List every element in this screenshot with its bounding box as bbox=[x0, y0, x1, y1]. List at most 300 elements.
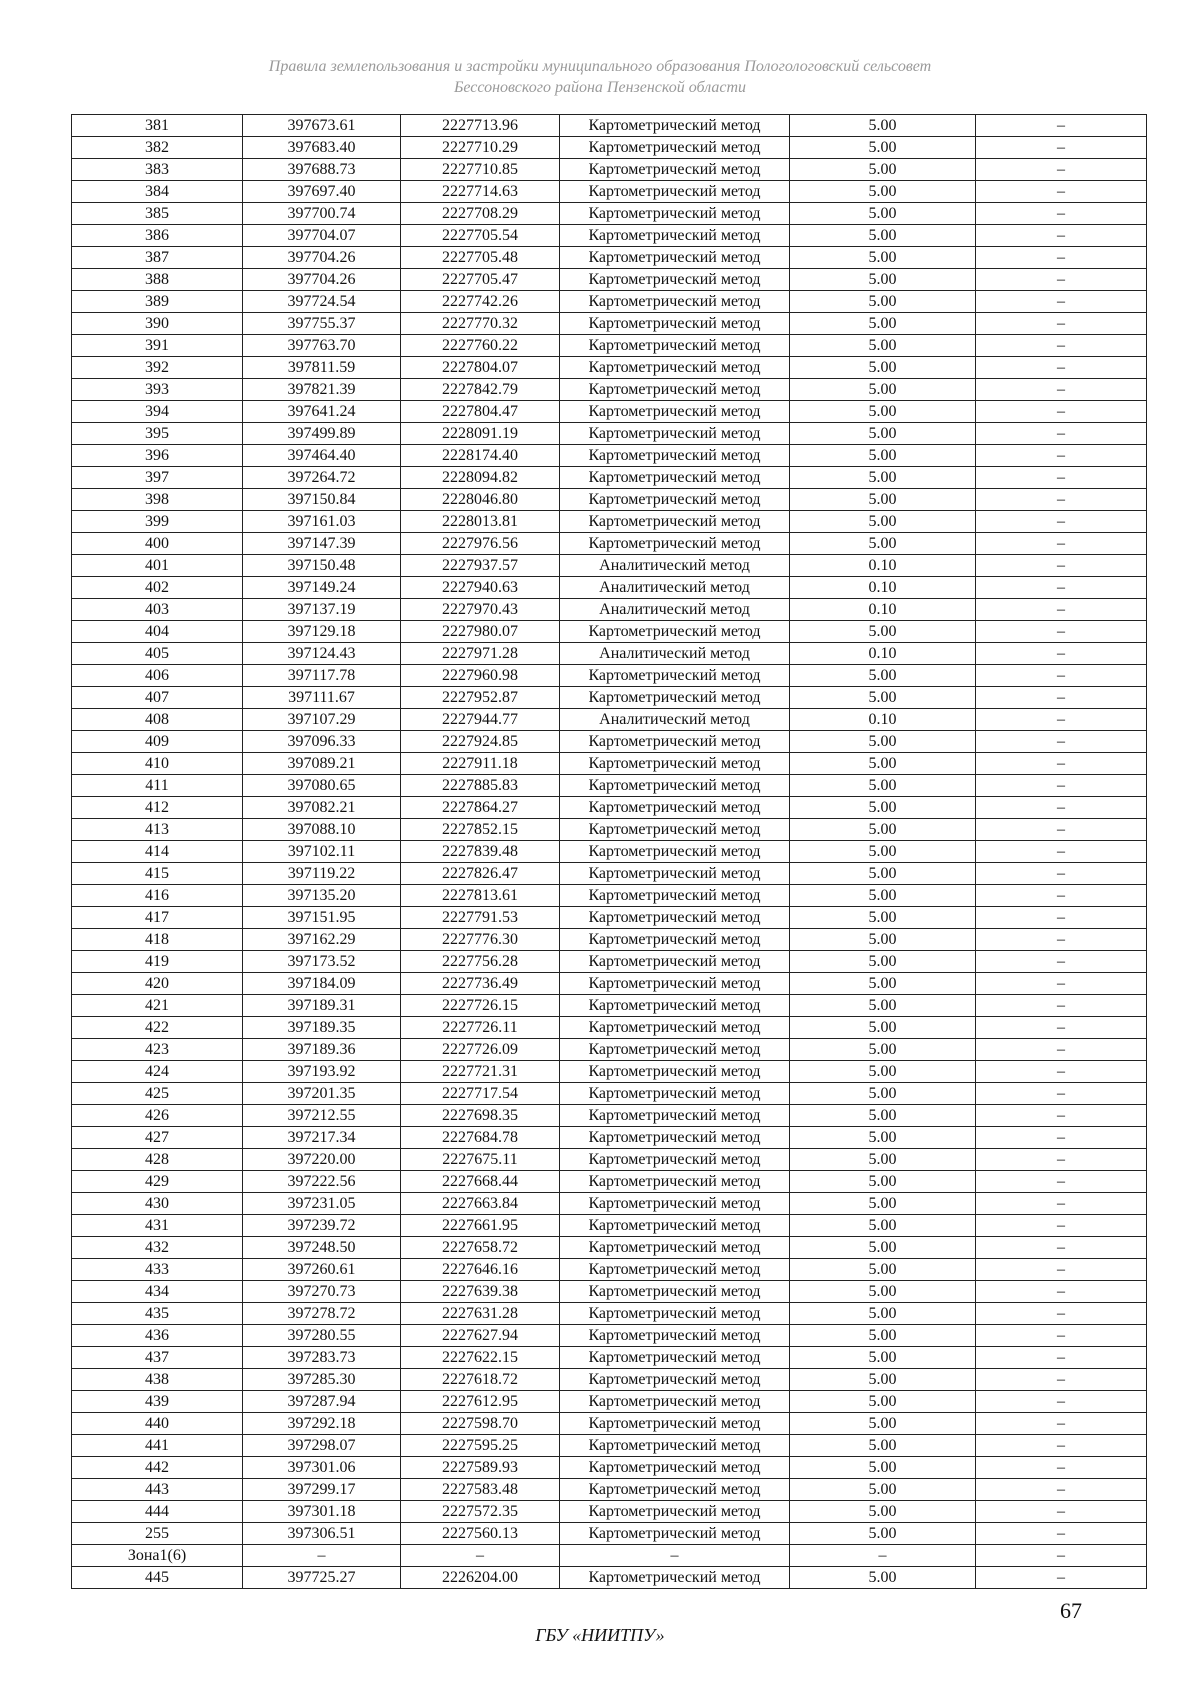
method-cell: Картометрический метод bbox=[560, 1193, 790, 1215]
method-cell: Картометрический метод bbox=[560, 379, 790, 401]
description-cell: – bbox=[976, 995, 1147, 1017]
description-cell: – bbox=[976, 159, 1147, 181]
point-number-cell: 431 bbox=[72, 1215, 243, 1237]
description-cell: – bbox=[976, 225, 1147, 247]
accuracy-cell: 5.00 bbox=[790, 533, 976, 555]
x-coordinate-cell: 397264.72 bbox=[243, 467, 401, 489]
table-row bbox=[72, 841, 1147, 863]
method-cell: Картометрический метод bbox=[560, 1083, 790, 1105]
table-row bbox=[72, 1435, 1147, 1457]
y-coordinate-cell: 2227646.16 bbox=[401, 1259, 560, 1281]
point-number-cell: 426 bbox=[72, 1105, 243, 1127]
table-row bbox=[72, 291, 1147, 313]
method-cell: Картометрический метод bbox=[560, 159, 790, 181]
y-coordinate-cell: 2227705.54 bbox=[401, 225, 560, 247]
y-coordinate-cell: 2228091.19 bbox=[401, 423, 560, 445]
y-coordinate-cell: 2227713.96 bbox=[401, 115, 560, 137]
point-number-cell: 405 bbox=[72, 643, 243, 665]
y-coordinate-cell: 2227572.35 bbox=[401, 1501, 560, 1523]
method-cell: Картометрический метод bbox=[560, 797, 790, 819]
y-coordinate-cell: 2227684.78 bbox=[401, 1127, 560, 1149]
point-number-cell: 400 bbox=[72, 533, 243, 555]
x-coordinate-cell: 397102.11 bbox=[243, 841, 401, 863]
point-number-cell: 436 bbox=[72, 1325, 243, 1347]
description-cell: – bbox=[976, 775, 1147, 797]
point-number-cell: 442 bbox=[72, 1457, 243, 1479]
point-number-cell: 440 bbox=[72, 1413, 243, 1435]
y-coordinate-cell: 2227804.47 bbox=[401, 401, 560, 423]
method-cell: Картометрический метод bbox=[560, 1325, 790, 1347]
point-number-cell: 391 bbox=[72, 335, 243, 357]
description-cell: – bbox=[976, 335, 1147, 357]
point-number-cell: 444 bbox=[72, 1501, 243, 1523]
accuracy-cell: 5.00 bbox=[790, 1413, 976, 1435]
description-cell: – bbox=[976, 907, 1147, 929]
table-row bbox=[72, 489, 1147, 511]
y-coordinate-cell: 2227708.29 bbox=[401, 203, 560, 225]
description-cell: – bbox=[976, 1017, 1147, 1039]
point-number-cell: 415 bbox=[72, 863, 243, 885]
point-number-cell: 443 bbox=[72, 1479, 243, 1501]
x-coordinate-cell: 397217.34 bbox=[243, 1127, 401, 1149]
table-row bbox=[72, 137, 1147, 159]
x-coordinate-cell: 397306.51 bbox=[243, 1523, 401, 1545]
accuracy-cell: 5.00 bbox=[790, 445, 976, 467]
x-coordinate-cell: 397704.26 bbox=[243, 247, 401, 269]
table-row bbox=[72, 1017, 1147, 1039]
y-coordinate-cell: 2228174.40 bbox=[401, 445, 560, 467]
point-number-cell: 388 bbox=[72, 269, 243, 291]
accuracy-cell: 0.10 bbox=[790, 599, 976, 621]
description-cell: – bbox=[976, 885, 1147, 907]
accuracy-cell: 5.00 bbox=[790, 1479, 976, 1501]
method-cell: Картометрический метод bbox=[560, 423, 790, 445]
page-number: 67 bbox=[1060, 1598, 1082, 1623]
point-number-cell: 424 bbox=[72, 1061, 243, 1083]
x-coordinate-cell: 397683.40 bbox=[243, 137, 401, 159]
x-coordinate-cell: 397725.27 bbox=[243, 1567, 401, 1589]
method-cell: Картометрический метод bbox=[560, 665, 790, 687]
table-row bbox=[72, 863, 1147, 885]
point-number-cell: 420 bbox=[72, 973, 243, 995]
point-number-cell: 382 bbox=[72, 137, 243, 159]
point-number-cell: 425 bbox=[72, 1083, 243, 1105]
y-coordinate-cell: 2227952.87 bbox=[401, 687, 560, 709]
method-cell: Картометрический метод bbox=[560, 995, 790, 1017]
point-number-cell: 435 bbox=[72, 1303, 243, 1325]
point-number-cell: 386 bbox=[72, 225, 243, 247]
point-number-cell: 437 bbox=[72, 1347, 243, 1369]
method-cell: Картометрический метод bbox=[560, 137, 790, 159]
point-number-cell: 427 bbox=[72, 1127, 243, 1149]
accuracy-cell: 5.00 bbox=[790, 291, 976, 313]
accuracy-cell: 5.00 bbox=[790, 731, 976, 753]
description-cell: – bbox=[976, 863, 1147, 885]
method-cell: Картометрический метод bbox=[560, 951, 790, 973]
y-coordinate-cell: 2227770.32 bbox=[401, 313, 560, 335]
table-row bbox=[72, 1171, 1147, 1193]
y-coordinate-cell: 2227661.95 bbox=[401, 1215, 560, 1237]
description-cell: – bbox=[976, 1259, 1147, 1281]
table-row bbox=[72, 1347, 1147, 1369]
accuracy-cell: 5.00 bbox=[790, 1039, 976, 1061]
accuracy-cell: 5.00 bbox=[790, 1501, 976, 1523]
x-coordinate-cell: 397499.89 bbox=[243, 423, 401, 445]
x-coordinate-cell: 397641.24 bbox=[243, 401, 401, 423]
accuracy-cell: 5.00 bbox=[790, 1193, 976, 1215]
table-row bbox=[72, 247, 1147, 269]
point-number-cell: 414 bbox=[72, 841, 243, 863]
method-cell: Картометрический метод bbox=[560, 1281, 790, 1303]
y-coordinate-cell: 2227710.85 bbox=[401, 159, 560, 181]
y-coordinate-cell: 2227631.28 bbox=[401, 1303, 560, 1325]
y-coordinate-cell: 2227698.35 bbox=[401, 1105, 560, 1127]
point-number-cell: 397 bbox=[72, 467, 243, 489]
x-coordinate-cell: 397301.06 bbox=[243, 1457, 401, 1479]
method-cell: Картометрический метод bbox=[560, 225, 790, 247]
description-cell: – bbox=[976, 1479, 1147, 1501]
x-coordinate-cell: 397201.35 bbox=[243, 1083, 401, 1105]
table-row bbox=[72, 709, 1147, 731]
accuracy-cell: 5.00 bbox=[790, 1281, 976, 1303]
y-coordinate-cell: 2227598.70 bbox=[401, 1413, 560, 1435]
method-cell: Картометрический метод bbox=[560, 1369, 790, 1391]
accuracy-cell: 5.00 bbox=[790, 159, 976, 181]
table-row bbox=[72, 555, 1147, 577]
description-cell: – bbox=[976, 1083, 1147, 1105]
y-coordinate-cell: 2226204.00 bbox=[401, 1567, 560, 1589]
accuracy-cell: 5.00 bbox=[790, 489, 976, 511]
point-number-cell: 393 bbox=[72, 379, 243, 401]
y-coordinate-cell: 2227714.63 bbox=[401, 181, 560, 203]
table-row bbox=[72, 203, 1147, 225]
table-row bbox=[72, 1083, 1147, 1105]
point-number-cell: 404 bbox=[72, 621, 243, 643]
description-cell: – bbox=[976, 269, 1147, 291]
x-coordinate-cell: 397755.37 bbox=[243, 313, 401, 335]
y-coordinate-cell: 2228013.81 bbox=[401, 511, 560, 533]
method-cell: Картометрический метод bbox=[560, 1105, 790, 1127]
description-cell: – bbox=[976, 731, 1147, 753]
accuracy-cell: 5.00 bbox=[790, 621, 976, 643]
x-coordinate-cell: 397239.72 bbox=[243, 1215, 401, 1237]
method-cell: Картометрический метод bbox=[560, 1039, 790, 1061]
description-cell: – bbox=[976, 379, 1147, 401]
point-number-cell: 428 bbox=[72, 1149, 243, 1171]
accuracy-cell: 5.00 bbox=[790, 181, 976, 203]
accuracy-cell: 5.00 bbox=[790, 115, 976, 137]
point-number-cell: 401 bbox=[72, 555, 243, 577]
description-cell: – bbox=[976, 643, 1147, 665]
header-line-2: Бессоновского района Пензенской области bbox=[453, 79, 747, 96]
point-number-cell: 381 bbox=[72, 115, 243, 137]
description-cell: – bbox=[976, 1369, 1147, 1391]
x-coordinate-cell: 397673.61 bbox=[243, 115, 401, 137]
x-coordinate-cell: 397117.78 bbox=[243, 665, 401, 687]
y-coordinate-cell: 2227839.48 bbox=[401, 841, 560, 863]
y-coordinate-cell: 2227970.43 bbox=[401, 599, 560, 621]
x-coordinate-cell: 397161.03 bbox=[243, 511, 401, 533]
description-cell: – bbox=[976, 1039, 1147, 1061]
table-row bbox=[72, 819, 1147, 841]
method-cell: Картометрический метод bbox=[560, 1479, 790, 1501]
accuracy-cell: 5.00 bbox=[790, 467, 976, 489]
method-cell: Аналитический метод bbox=[560, 555, 790, 577]
accuracy-cell: 5.00 bbox=[790, 951, 976, 973]
method-cell: Картометрический метод bbox=[560, 621, 790, 643]
table-row bbox=[72, 1039, 1147, 1061]
description-cell: – bbox=[976, 511, 1147, 533]
y-coordinate-cell: 2227726.09 bbox=[401, 1039, 560, 1061]
accuracy-cell: 5.00 bbox=[790, 753, 976, 775]
y-coordinate-cell: – bbox=[401, 1545, 560, 1567]
method-cell: Картометрический метод bbox=[560, 1435, 790, 1457]
y-coordinate-cell: 2227852.15 bbox=[401, 819, 560, 841]
x-coordinate-cell: 397119.22 bbox=[243, 863, 401, 885]
point-number-cell: 394 bbox=[72, 401, 243, 423]
y-coordinate-cell: 2227612.95 bbox=[401, 1391, 560, 1413]
x-coordinate-cell: 397222.56 bbox=[243, 1171, 401, 1193]
point-number-cell: 434 bbox=[72, 1281, 243, 1303]
y-coordinate-cell: 2227976.56 bbox=[401, 533, 560, 555]
method-cell: Картометрический метод bbox=[560, 1149, 790, 1171]
method-cell: Картометрический метод bbox=[560, 1391, 790, 1413]
description-cell: – bbox=[976, 1391, 1147, 1413]
method-cell: Картометрический метод bbox=[560, 489, 790, 511]
point-number-cell: 402 bbox=[72, 577, 243, 599]
point-number-cell: 438 bbox=[72, 1369, 243, 1391]
method-cell: Картометрический метод bbox=[560, 401, 790, 423]
accuracy-cell: 0.10 bbox=[790, 577, 976, 599]
point-number-cell: 422 bbox=[72, 1017, 243, 1039]
y-coordinate-cell: 2227940.63 bbox=[401, 577, 560, 599]
method-cell: – bbox=[560, 1545, 790, 1567]
x-coordinate-cell: 397173.52 bbox=[243, 951, 401, 973]
method-cell: Картометрический метод bbox=[560, 1457, 790, 1479]
description-cell: – bbox=[976, 951, 1147, 973]
method-cell: Картометрический метод bbox=[560, 1171, 790, 1193]
y-coordinate-cell: 2227668.44 bbox=[401, 1171, 560, 1193]
description-cell: – bbox=[976, 1193, 1147, 1215]
point-number-cell: 433 bbox=[72, 1259, 243, 1281]
y-coordinate-cell: 2227911.18 bbox=[401, 753, 560, 775]
description-cell: – bbox=[976, 1303, 1147, 1325]
point-number-cell: 408 bbox=[72, 709, 243, 731]
y-coordinate-cell: 2227813.61 bbox=[401, 885, 560, 907]
point-number-cell: 416 bbox=[72, 885, 243, 907]
x-coordinate-cell: 397189.31 bbox=[243, 995, 401, 1017]
accuracy-cell: 5.00 bbox=[790, 687, 976, 709]
method-cell: Картометрический метод bbox=[560, 269, 790, 291]
table-row bbox=[72, 335, 1147, 357]
method-cell: Картометрический метод bbox=[560, 885, 790, 907]
description-cell: – bbox=[976, 1523, 1147, 1545]
description-cell: – bbox=[976, 973, 1147, 995]
method-cell: Картометрический метод bbox=[560, 247, 790, 269]
description-cell: – bbox=[976, 665, 1147, 687]
method-cell: Картометрический метод bbox=[560, 467, 790, 489]
table-row bbox=[72, 775, 1147, 797]
method-cell: Картометрический метод bbox=[560, 863, 790, 885]
point-number-cell: 430 bbox=[72, 1193, 243, 1215]
x-coordinate-cell: 397231.05 bbox=[243, 1193, 401, 1215]
y-coordinate-cell: 2227721.31 bbox=[401, 1061, 560, 1083]
description-cell: – bbox=[976, 203, 1147, 225]
accuracy-cell: – bbox=[790, 1545, 976, 1567]
accuracy-cell: 0.10 bbox=[790, 555, 976, 577]
x-coordinate-cell: 397189.36 bbox=[243, 1039, 401, 1061]
x-coordinate-cell: 397704.26 bbox=[243, 269, 401, 291]
description-cell: – bbox=[976, 753, 1147, 775]
method-cell: Картометрический метод bbox=[560, 1413, 790, 1435]
point-number-cell: 409 bbox=[72, 731, 243, 753]
x-coordinate-cell: 397107.29 bbox=[243, 709, 401, 731]
accuracy-cell: 5.00 bbox=[790, 225, 976, 247]
accuracy-cell: 0.10 bbox=[790, 709, 976, 731]
accuracy-cell: 5.00 bbox=[790, 775, 976, 797]
table-row bbox=[72, 225, 1147, 247]
x-coordinate-cell: 397704.07 bbox=[243, 225, 401, 247]
table-row bbox=[72, 1545, 1147, 1567]
description-cell: – bbox=[976, 621, 1147, 643]
description-cell: – bbox=[976, 1347, 1147, 1369]
accuracy-cell: 5.00 bbox=[790, 1435, 976, 1457]
table-row bbox=[72, 115, 1147, 137]
accuracy-cell: 5.00 bbox=[790, 137, 976, 159]
description-cell: – bbox=[976, 1171, 1147, 1193]
y-coordinate-cell: 2227658.72 bbox=[401, 1237, 560, 1259]
point-number-cell: 445 bbox=[72, 1567, 243, 1589]
accuracy-cell: 5.00 bbox=[790, 995, 976, 1017]
x-coordinate-cell: 397688.73 bbox=[243, 159, 401, 181]
accuracy-cell: 5.00 bbox=[790, 269, 976, 291]
method-cell: Картометрический метод bbox=[560, 1523, 790, 1545]
x-coordinate-cell: 397096.33 bbox=[243, 731, 401, 753]
y-coordinate-cell: 2227595.25 bbox=[401, 1435, 560, 1457]
description-cell: – bbox=[976, 181, 1147, 203]
x-coordinate-cell: 397287.94 bbox=[243, 1391, 401, 1413]
description-cell: – bbox=[976, 1545, 1147, 1567]
y-coordinate-cell: 2227627.94 bbox=[401, 1325, 560, 1347]
table-row bbox=[72, 621, 1147, 643]
y-coordinate-cell: 2227560.13 bbox=[401, 1523, 560, 1545]
x-coordinate-cell: 397248.50 bbox=[243, 1237, 401, 1259]
table-row bbox=[72, 1523, 1147, 1545]
description-cell: – bbox=[976, 1501, 1147, 1523]
accuracy-cell: 5.00 bbox=[790, 1171, 976, 1193]
x-coordinate-cell: – bbox=[243, 1545, 401, 1567]
method-cell: Картометрический метод bbox=[560, 511, 790, 533]
table-row bbox=[72, 1149, 1147, 1171]
point-number-cell: 398 bbox=[72, 489, 243, 511]
x-coordinate-cell: 397464.40 bbox=[243, 445, 401, 467]
x-coordinate-cell: 397298.07 bbox=[243, 1435, 401, 1457]
header-line-1: Правила землепользования и застройки муниципального образования Пологологовский сельсовет bbox=[268, 58, 932, 75]
method-cell: Картометрический метод bbox=[560, 1303, 790, 1325]
method-cell: Картометрический метод bbox=[560, 841, 790, 863]
accuracy-cell: 5.00 bbox=[790, 1127, 976, 1149]
description-cell: – bbox=[976, 819, 1147, 841]
table-row bbox=[72, 1413, 1147, 1435]
description-cell: – bbox=[976, 1215, 1147, 1237]
x-coordinate-cell: 397150.48 bbox=[243, 555, 401, 577]
description-cell: – bbox=[976, 1281, 1147, 1303]
y-coordinate-cell: 2227663.84 bbox=[401, 1193, 560, 1215]
x-coordinate-cell: 397301.18 bbox=[243, 1501, 401, 1523]
x-coordinate-cell: 397193.92 bbox=[243, 1061, 401, 1083]
description-cell: – bbox=[976, 709, 1147, 731]
accuracy-cell: 5.00 bbox=[790, 401, 976, 423]
table-row bbox=[72, 1303, 1147, 1325]
x-coordinate-cell: 397821.39 bbox=[243, 379, 401, 401]
table-row bbox=[72, 1501, 1147, 1523]
method-cell: Картометрический метод bbox=[560, 1347, 790, 1369]
description-cell: – bbox=[976, 555, 1147, 577]
y-coordinate-cell: 2227944.77 bbox=[401, 709, 560, 731]
method-cell: Картометрический метод bbox=[560, 1127, 790, 1149]
coordinates-table bbox=[71, 114, 1147, 1589]
description-cell: – bbox=[976, 687, 1147, 709]
method-cell: Картометрический метод bbox=[560, 1567, 790, 1589]
y-coordinate-cell: 2227842.79 bbox=[401, 379, 560, 401]
x-coordinate-cell: 397220.00 bbox=[243, 1149, 401, 1171]
point-number-cell: 423 bbox=[72, 1039, 243, 1061]
table-row bbox=[72, 1105, 1147, 1127]
table-row bbox=[72, 1369, 1147, 1391]
accuracy-cell: 5.00 bbox=[790, 885, 976, 907]
table-row bbox=[72, 379, 1147, 401]
accuracy-cell: 5.00 bbox=[790, 1237, 976, 1259]
point-number-cell: 421 bbox=[72, 995, 243, 1017]
accuracy-cell: 5.00 bbox=[790, 1347, 976, 1369]
description-cell: – bbox=[976, 357, 1147, 379]
method-cell: Картометрический метод bbox=[560, 929, 790, 951]
point-number-cell: 396 bbox=[72, 445, 243, 467]
accuracy-cell: 5.00 bbox=[790, 797, 976, 819]
table-row bbox=[72, 797, 1147, 819]
accuracy-cell: 5.00 bbox=[790, 907, 976, 929]
table-row bbox=[72, 181, 1147, 203]
accuracy-cell: 5.00 bbox=[790, 335, 976, 357]
description-cell: – bbox=[976, 115, 1147, 137]
point-number-cell: 413 bbox=[72, 819, 243, 841]
point-number-cell: 395 bbox=[72, 423, 243, 445]
x-coordinate-cell: 397697.40 bbox=[243, 181, 401, 203]
table-row bbox=[72, 731, 1147, 753]
method-cell: Картометрический метод bbox=[560, 775, 790, 797]
description-cell: – bbox=[976, 489, 1147, 511]
table-row bbox=[72, 467, 1147, 489]
description-cell: – bbox=[976, 401, 1147, 423]
method-cell: Картометрический метод bbox=[560, 731, 790, 753]
method-cell: Картометрический метод bbox=[560, 907, 790, 929]
x-coordinate-cell: 397135.20 bbox=[243, 885, 401, 907]
description-cell: – bbox=[976, 599, 1147, 621]
accuracy-cell: 5.00 bbox=[790, 929, 976, 951]
accuracy-cell: 5.00 bbox=[790, 1325, 976, 1347]
point-number-cell: 411 bbox=[72, 775, 243, 797]
table-row bbox=[72, 423, 1147, 445]
accuracy-cell: 5.00 bbox=[790, 203, 976, 225]
y-coordinate-cell: 2227937.57 bbox=[401, 555, 560, 577]
table-row bbox=[72, 885, 1147, 907]
description-cell: – bbox=[976, 1567, 1147, 1589]
accuracy-cell: 5.00 bbox=[790, 1303, 976, 1325]
accuracy-cell: 5.00 bbox=[790, 1083, 976, 1105]
y-coordinate-cell: 2227826.47 bbox=[401, 863, 560, 885]
description-cell: – bbox=[976, 1149, 1147, 1171]
table-row bbox=[72, 1281, 1147, 1303]
